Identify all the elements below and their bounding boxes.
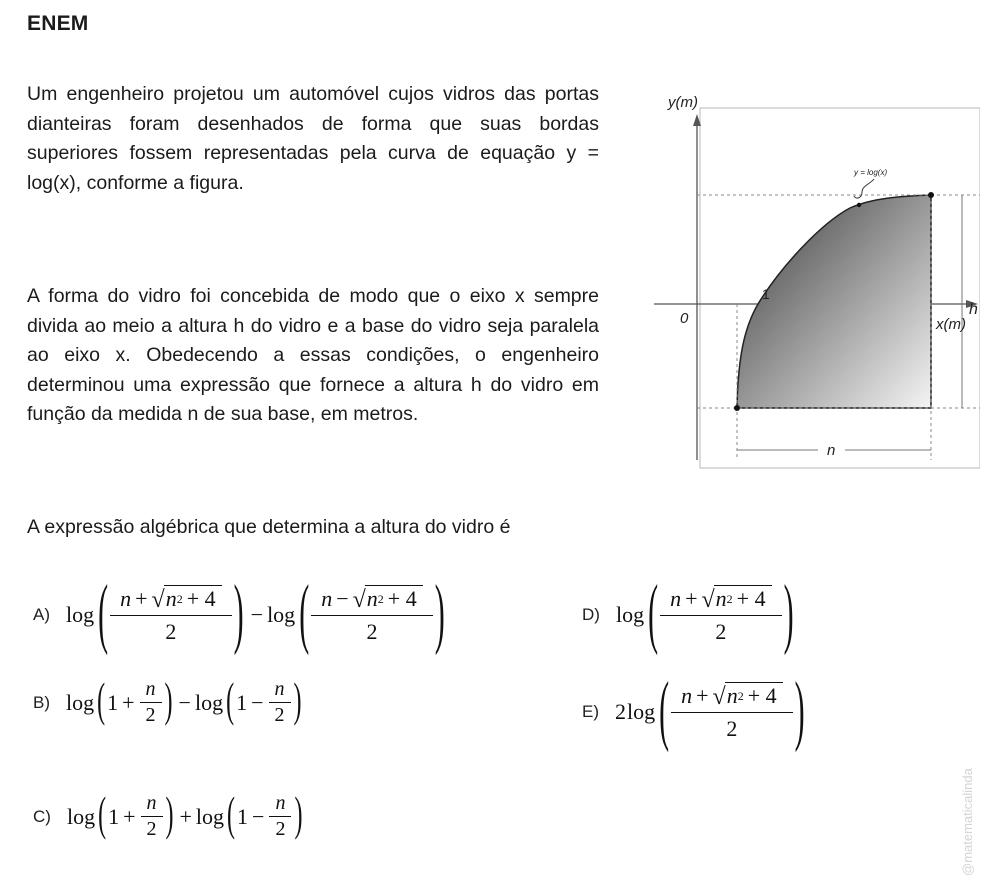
option-d-letter: D) (582, 605, 600, 624)
y-axis-label: y(m) (668, 94, 698, 111)
numerator (316, 585, 428, 615)
fraction (676, 682, 788, 742)
curve-equation-label: y = log(x) (854, 168, 888, 177)
curve-marker-point (857, 203, 861, 207)
minus-sign: − (251, 689, 264, 715)
option-a-letter: A) (33, 605, 50, 624)
left-paren: ( (226, 675, 235, 728)
plus-sign: + (685, 585, 698, 611)
square-root (713, 682, 783, 709)
coefficient: 2 (615, 699, 626, 724)
option-b-letter: B) (33, 692, 50, 712)
log-function: log (615, 602, 645, 627)
option-e[interactable] (582, 667, 808, 754)
plus-four: + 4 (387, 586, 417, 611)
log-function: log (66, 689, 95, 715)
square-root (152, 585, 222, 612)
radicand (164, 585, 222, 612)
option-a-formula (66, 570, 448, 657)
right-paren: ) (783, 570, 794, 657)
option-b[interactable] (33, 675, 304, 728)
var-n: n (120, 585, 132, 611)
option-c-formula (66, 789, 305, 842)
graph-figure (640, 88, 980, 478)
var-n: n (366, 586, 378, 611)
denominator: 2 (110, 615, 232, 645)
fraction (316, 585, 428, 645)
exam-title: ENEM (27, 12, 89, 35)
right-paren: ) (293, 675, 302, 728)
var-n: n (715, 586, 727, 611)
fraction (115, 585, 227, 645)
left-paren: ( (648, 570, 659, 657)
log-function: log (66, 602, 95, 627)
question-paragraph-2: A forma do vidro foi concebida de modo que o eixo x sempre divida ao meio a altura h do vidro e a base do vidro seja paralela ao eixo x. Obedecendo a essas condições, o engenheiro determinou uma expressão que fornece a altura h do vidro em função da medida n de sua base, em metros. (27, 285, 599, 425)
var-n: n (670, 585, 682, 611)
exponent: 2 (737, 688, 744, 703)
minus-sign: − (336, 585, 349, 611)
var-n: n (165, 586, 177, 611)
exponent: 2 (726, 591, 733, 606)
option-c-letter: C) (33, 806, 51, 826)
square-root (353, 585, 423, 612)
minus-sign: − (250, 602, 264, 627)
radicand (714, 585, 772, 612)
constant-one: 1 (236, 689, 248, 715)
top-right-point (928, 192, 934, 198)
plus-sign: + (179, 803, 192, 829)
var-n: n (321, 585, 333, 611)
numerator (676, 682, 788, 712)
left-paren: ( (98, 570, 109, 657)
right-paren: ) (434, 570, 445, 657)
plus-four: + 4 (736, 586, 766, 611)
minus-sign: − (252, 803, 265, 829)
option-c[interactable] (33, 789, 304, 842)
right-paren: ) (165, 789, 174, 842)
denominator: 2 (671, 712, 793, 742)
option-d[interactable] (582, 570, 797, 657)
numerator: n (145, 678, 156, 700)
numerator: n (274, 678, 285, 700)
denominator: 2 (269, 816, 291, 841)
numerator (665, 585, 777, 615)
minus-sign: − (178, 689, 191, 715)
log-function: log (195, 803, 225, 829)
plus-four: + 4 (747, 683, 777, 708)
fraction (272, 678, 288, 727)
option-b-formula (66, 675, 304, 728)
log-function: log (267, 602, 296, 627)
constant-one: 1 (108, 803, 120, 829)
left-paren: ( (299, 570, 310, 657)
square-root (702, 585, 772, 612)
fraction (143, 678, 159, 727)
left-paren: ( (98, 789, 107, 842)
right-paren: ) (794, 667, 805, 754)
numerator: n (275, 792, 286, 814)
watermark: @matematicalinda (960, 768, 975, 876)
denominator: 2 (141, 816, 163, 841)
question-prompt: A expressão algébrica que determina a altura do vidro é (27, 516, 511, 538)
option-e-formula (615, 667, 808, 754)
constant-one: 1 (107, 689, 119, 715)
option-a[interactable] (33, 570, 448, 657)
plus-sign: + (123, 803, 136, 829)
height-label: h (969, 301, 978, 318)
log-function: log (627, 699, 656, 724)
fraction (144, 792, 160, 841)
left-paren: ( (97, 675, 106, 728)
exponent: 2 (176, 591, 183, 606)
fraction (272, 792, 288, 841)
radical-sign: √ (151, 587, 165, 613)
numerator (115, 585, 227, 615)
log-function: log (194, 689, 224, 715)
plus-sign: + (135, 585, 148, 611)
right-paren: ) (164, 675, 173, 728)
var-n: n (681, 682, 693, 708)
left-paren: ( (227, 789, 236, 842)
option-d-formula (615, 570, 797, 657)
radicand (725, 682, 783, 709)
plus-sign: + (696, 682, 709, 708)
plus-sign: + (122, 689, 135, 715)
denominator: 2 (269, 702, 291, 727)
radical-sign: √ (712, 684, 726, 710)
base-label: n (827, 442, 836, 459)
log-function: log (66, 803, 96, 829)
fraction (665, 585, 777, 645)
var-n: n (726, 683, 738, 708)
denominator: 2 (140, 702, 162, 727)
constant-one: 1 (237, 803, 249, 829)
left-paren: ( (659, 667, 670, 754)
radicand (365, 585, 423, 612)
plus-four: + 4 (186, 586, 216, 611)
right-paren: ) (233, 570, 244, 657)
numerator: n (146, 792, 157, 814)
option-e-letter: E) (582, 702, 599, 721)
question-paragraph-1: Um engenheiro projetou um automóvel cujos vidros das portas dianteiras foram desenhados de forma que suas bordas superiores fossem representadas pela curva de equação y = log(x), conforme a figura. (27, 83, 599, 194)
radical-sign: √ (352, 587, 366, 613)
bottom-left-point (734, 405, 740, 411)
denominator: 2 (660, 615, 782, 645)
right-paren: ) (294, 789, 303, 842)
denominator: 2 (311, 615, 433, 645)
point-one-label: 1 (762, 286, 770, 302)
origin-label: 0 (680, 310, 689, 327)
radical-sign: √ (701, 587, 715, 613)
exponent: 2 (377, 591, 384, 606)
x-axis-label: x(m) (936, 316, 966, 333)
